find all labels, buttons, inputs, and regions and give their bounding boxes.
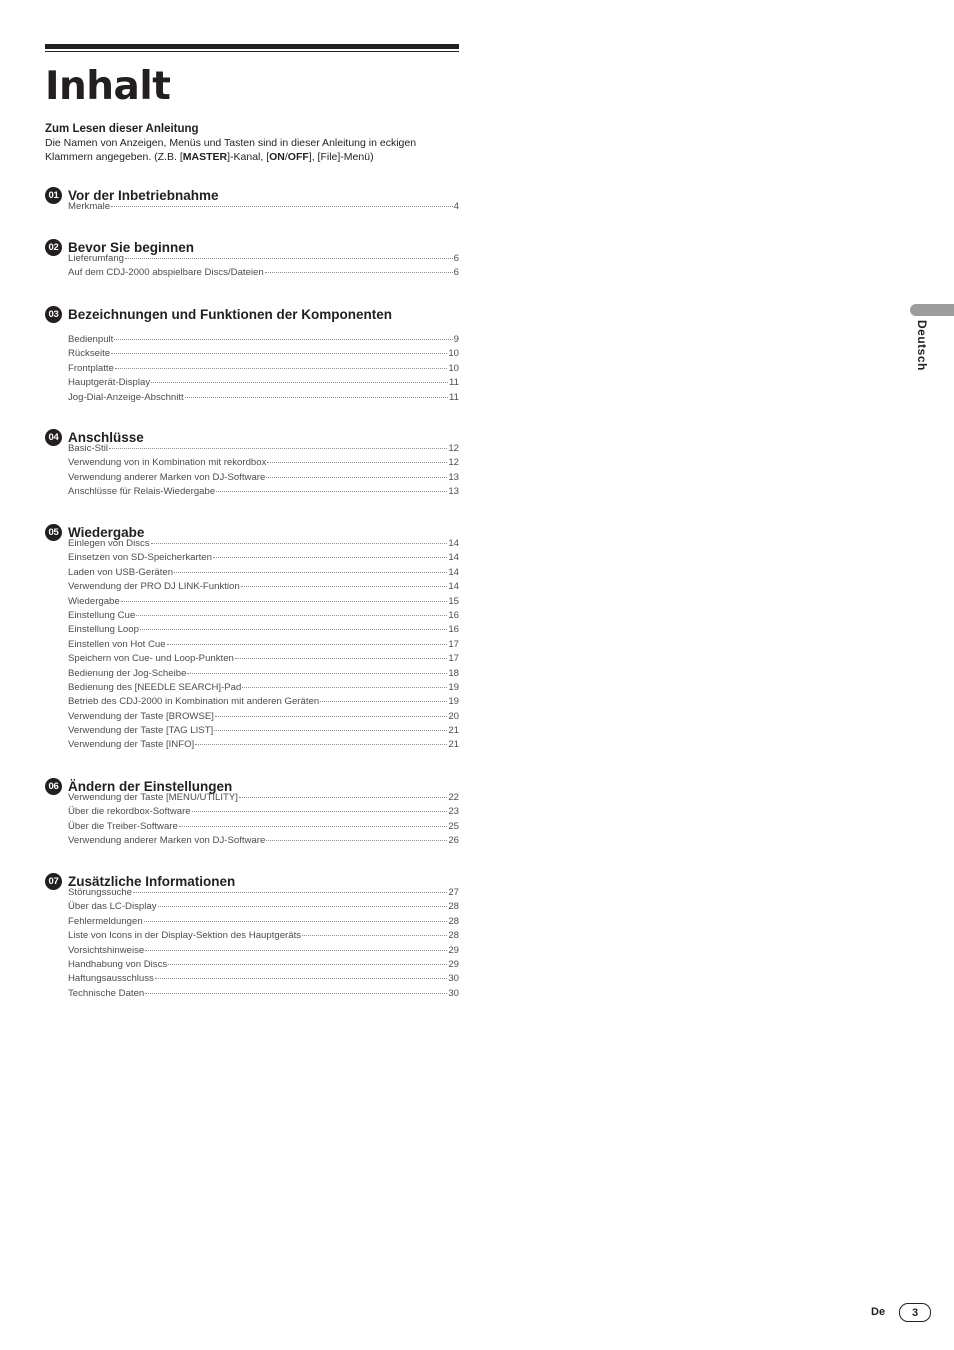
toc-entry[interactable]	[68, 392, 459, 406]
toc-entry-label: Vorsichtshinweise	[68, 944, 145, 956]
toc-entry-page: 30	[448, 987, 459, 999]
toc-entry-label: Über das LC-Display	[68, 901, 157, 913]
dot-leader	[213, 557, 447, 558]
toc-entry-label: Betrieb des CDJ-2000 in Kombination mit anderen Geräten	[68, 696, 320, 708]
toc-entry[interactable]	[68, 334, 459, 348]
toc-entry-list	[68, 538, 459, 754]
toc-entry-page: 17	[448, 653, 459, 665]
toc-entry-page: 19	[448, 696, 459, 708]
title-rule-thick	[45, 44, 459, 49]
toc-entry-label: Bedienpult	[68, 334, 114, 345]
toc-entry[interactable]	[68, 538, 459, 552]
toc-entry-list	[68, 334, 459, 406]
toc-entry-label: Technische Daten	[68, 987, 145, 999]
toc-entry-label: Über die Treiber-Software	[68, 820, 178, 832]
toc-entry-label: Verwendung der Taste [MENU/UTILITY]	[68, 792, 238, 803]
dot-leader	[266, 840, 447, 841]
toc-entry[interactable]	[68, 930, 459, 944]
toc-section	[45, 238, 459, 282]
toc-section	[45, 523, 459, 754]
dot-leader	[195, 744, 447, 745]
toc-entry-page: 11	[449, 377, 459, 389]
chapter-title: Vor der Inbetriebnahme	[68, 187, 219, 203]
title-rule	[45, 44, 459, 52]
toc-entry[interactable]	[68, 377, 459, 391]
toc-entry-page: 12	[448, 443, 459, 454]
toc-entry-label: Verwendung der Taste [BROWSE]	[68, 710, 214, 722]
toc-entry-label: Wiedergabe	[68, 595, 120, 607]
toc-entry[interactable]	[68, 472, 459, 486]
dot-leader	[266, 477, 447, 478]
toc-entry[interactable]	[68, 567, 459, 581]
intro-line2-b: ]-Kanal, [	[227, 151, 270, 163]
dot-leader	[187, 673, 447, 674]
toc-entry-page: 29	[448, 944, 459, 956]
toc-entry[interactable]	[68, 682, 459, 696]
dot-leader	[133, 892, 447, 893]
dot-leader	[111, 353, 447, 354]
toc-entry-label: Verwendung der Taste [TAG LIST]	[68, 725, 214, 737]
toc-entry[interactable]	[68, 552, 459, 566]
toc-entry[interactable]	[68, 596, 459, 610]
toc-entry-label: Bedienung des [NEEDLE SEARCH]-Pad	[68, 681, 242, 693]
toc-entry-label: Einstellung Loop	[68, 624, 139, 636]
toc-entry[interactable]	[68, 653, 459, 667]
toc-section	[45, 777, 459, 850]
toc-entry-label: Haftungsausschluss	[68, 973, 154, 985]
toc-entry-label: Verwendung der Taste [INFO]	[68, 739, 195, 751]
toc-entry[interactable]	[68, 639, 459, 653]
toc-entry-page: 28	[448, 930, 459, 942]
toc-entry-page: 13	[448, 486, 459, 498]
toc-entry-label: Handhabung von Discs	[68, 958, 168, 970]
dot-leader	[140, 629, 447, 630]
chapter-title: Bevor Sie beginnen	[68, 239, 195, 255]
dot-leader	[320, 701, 447, 702]
toc-entry[interactable]	[68, 201, 459, 215]
toc-entry-page: 23	[448, 806, 459, 818]
toc-entry-list	[68, 201, 459, 215]
toc-entry-label: Verwendung anderer Marken von DJ-Software	[68, 835, 266, 847]
dot-leader	[302, 935, 447, 936]
toc-entry-page: 22	[448, 792, 459, 803]
toc-entry-label: Über die rekordbox-Software	[68, 806, 191, 818]
toc-entry-label: Verwendung anderer Marken von DJ-Software	[68, 471, 266, 483]
toc-entry[interactable]	[68, 443, 459, 457]
toc-section	[45, 428, 459, 501]
dot-leader	[185, 397, 448, 398]
dot-leader	[242, 687, 447, 688]
intro-slash: /	[284, 151, 288, 163]
language-tab	[910, 304, 954, 316]
toc-entry-label: Bedienung der Jog-Scheibe	[68, 667, 187, 679]
toc-entry-label: Basic-Stil	[68, 443, 108, 454]
dot-leader	[111, 206, 453, 207]
toc-entry[interactable]	[68, 945, 459, 959]
toc-entry[interactable]	[68, 792, 459, 806]
toc-entry[interactable]	[68, 610, 459, 624]
toc-entry-page: 13	[448, 471, 459, 483]
toc-entry-list	[68, 792, 459, 850]
toc-entry-page: 12	[448, 457, 459, 469]
toc-entry-label: Merkmale	[68, 201, 111, 212]
dot-leader	[121, 601, 448, 602]
toc-entry[interactable]	[68, 253, 459, 267]
dot-leader	[265, 272, 453, 273]
dot-leader	[151, 382, 448, 383]
chapter-number-badge: 07	[45, 873, 62, 890]
chapter-number-badge: 06	[45, 778, 62, 795]
chapter-title: Ändern der Einstellungen	[68, 778, 233, 794]
toc-entry-page: 27	[448, 887, 459, 898]
chapter-number-badge: 02	[45, 239, 62, 256]
dot-leader	[158, 906, 448, 907]
toc-entry-page: 21	[448, 725, 459, 737]
toc-entry[interactable]	[68, 901, 459, 915]
toc-entry-label: Einstellen von Hot Cue	[68, 638, 166, 650]
toc-entry-page: 19	[448, 681, 459, 693]
toc-entry[interactable]	[68, 581, 459, 595]
dot-leader	[109, 448, 447, 449]
intro-text	[45, 136, 465, 164]
toc-entry-label: Fehlermeldungen	[68, 915, 143, 927]
intro-on: ON	[269, 151, 285, 163]
toc-entry[interactable]	[68, 457, 459, 471]
toc-entry[interactable]	[68, 739, 459, 753]
dot-leader	[145, 950, 447, 951]
toc-entry-page: 6	[453, 267, 459, 279]
toc-section	[45, 305, 459, 406]
toc-entry[interactable]	[68, 668, 459, 682]
toc-entry[interactable]	[68, 624, 459, 638]
chapter-number-badge: 01	[45, 187, 62, 204]
toc-entry-label: Hauptgerät-Display	[68, 377, 151, 389]
footer-language-code: De	[871, 1306, 886, 1318]
dot-leader	[239, 797, 447, 798]
dot-leader	[114, 339, 452, 340]
toc-entry-label: Einstellung Cue	[68, 609, 136, 621]
toc-entry-page: 16	[448, 624, 459, 636]
intro-line1: Die Namen von Anzeigen, Menüs und Tasten sind in dieser Anleitung in eckigen	[45, 137, 417, 149]
dot-leader	[151, 543, 448, 544]
toc-entry-label: Speichern von Cue- und Loop-Punkten	[68, 653, 234, 665]
page-title: Inhalt	[45, 64, 171, 109]
chapter-title: Bezeichnungen und Funktionen der Komponenten	[68, 306, 392, 322]
intro-block	[45, 122, 465, 164]
toc-entry[interactable]	[68, 887, 459, 901]
toc-entry-page: 14	[448, 538, 459, 549]
toc-entry[interactable]	[68, 725, 459, 739]
chapter-number-badge: 05	[45, 524, 62, 541]
dot-leader	[192, 811, 448, 812]
toc-entry-page: 29	[448, 958, 459, 970]
toc-entry-page: 28	[448, 901, 459, 913]
toc-entry-label: Laden von USB-Geräten	[68, 566, 174, 578]
toc-entry-page: 15	[448, 595, 459, 607]
language-label: Deutsch	[915, 320, 929, 371]
toc-entry[interactable]	[68, 973, 459, 987]
toc-entry-page: 14	[448, 552, 459, 564]
toc-entry-label: Lieferumfang	[68, 253, 124, 264]
dot-leader	[235, 658, 447, 659]
dot-leader	[167, 644, 448, 645]
dot-leader	[216, 491, 447, 492]
toc-entry-page: 25	[448, 820, 459, 832]
toc-entry-list	[68, 443, 459, 501]
dot-leader	[155, 978, 447, 979]
toc-entry-page: 30	[448, 973, 459, 985]
toc-entry-label: Verwendung der PRO DJ LINK-Funktion	[68, 581, 240, 593]
dot-leader	[125, 258, 453, 259]
intro-line2-c: ], [File]-Menü)	[308, 151, 374, 163]
dot-leader	[179, 826, 447, 827]
chapter-number-badge: 03	[45, 306, 62, 323]
toc-entry-page: 16	[448, 609, 459, 621]
toc-entry-label: Anschlüsse für Relais-Wiedergabe	[68, 486, 216, 498]
toc-entry[interactable]	[68, 988, 459, 1002]
toc-entry[interactable]	[68, 696, 459, 710]
toc-entry-page: 21	[448, 739, 459, 751]
toc-entry-label: Störungssuche	[68, 887, 132, 898]
toc-entry-page: 20	[448, 710, 459, 722]
toc-entry-page: 10	[448, 362, 459, 374]
dot-leader	[115, 368, 447, 369]
toc-entry-label: Verwendung von in Kombination mit rekordbox	[68, 457, 267, 469]
toc-entry-page: 17	[448, 638, 459, 650]
dot-leader	[215, 716, 447, 717]
toc-entry[interactable]	[68, 959, 459, 973]
toc-entry[interactable]	[68, 348, 459, 362]
toc-entry-label: Auf dem CDJ-2000 abspielbare Discs/Dateien	[68, 267, 264, 279]
toc-entry-list	[68, 253, 459, 282]
chapter-title: Zusätzliche Informationen	[68, 873, 236, 889]
toc-entry-page: 18	[448, 667, 459, 679]
dot-leader	[174, 572, 447, 573]
chapter-title: Anschlüsse	[68, 429, 144, 445]
toc-entry-page: 10	[448, 348, 459, 360]
toc-entry-page: 9	[453, 334, 459, 345]
footer-page-number: 3	[899, 1303, 931, 1322]
toc-entry-label: Frontplatte	[68, 362, 114, 374]
intro-off: OFF	[287, 151, 309, 163]
toc-entry-label: Jog-Dial-Anzeige-Abschnitt	[68, 391, 184, 403]
toc-entry-label: Einlegen von Discs	[68, 538, 150, 549]
toc-entry[interactable]	[68, 806, 459, 820]
toc-entry[interactable]	[68, 711, 459, 725]
intro-master: MASTER	[182, 151, 228, 163]
toc-section	[45, 186, 459, 215]
toc-entry-list	[68, 887, 459, 1002]
dot-leader	[145, 993, 447, 994]
toc-entry-page: 28	[448, 915, 459, 927]
toc-entry[interactable]	[68, 363, 459, 377]
toc-entry[interactable]	[68, 835, 459, 849]
toc-section	[45, 872, 459, 1002]
toc-entry-label: Rückseite	[68, 348, 111, 360]
dot-leader	[267, 462, 447, 463]
toc-entry-page: 14	[448, 566, 459, 578]
toc-entry-page: 6	[453, 253, 459, 264]
intro-line2-a: Klammern angegeben. (Z.B. [	[45, 151, 183, 163]
toc-entry-page: 14	[448, 581, 459, 593]
toc-entry-label: Liste von Icons in der Display-Sektion des Hauptgeräts	[68, 930, 302, 942]
toc-entry-page: 26	[448, 835, 459, 847]
intro-heading: Zum Lesen dieser Anleitung	[45, 123, 199, 135]
toc-section-heading[interactable]	[45, 305, 459, 323]
dot-leader	[144, 921, 448, 922]
toc-entry[interactable]	[68, 267, 459, 281]
toc-entry[interactable]	[68, 486, 459, 500]
dot-leader	[241, 586, 448, 587]
toc-entry-label: Einsetzen von SD-Speicherkarten	[68, 552, 212, 564]
toc-entry[interactable]	[68, 821, 459, 835]
dot-leader	[136, 615, 447, 616]
dot-leader	[214, 730, 447, 731]
toc-entry-page: 4	[453, 201, 459, 212]
toc-entry[interactable]	[68, 916, 459, 930]
dot-leader	[168, 964, 447, 965]
title-rule-thin	[45, 51, 459, 52]
toc-entry-page: 11	[449, 391, 459, 403]
chapter-number-badge: 04	[45, 429, 62, 446]
chapter-title: Wiedergabe	[68, 524, 145, 540]
